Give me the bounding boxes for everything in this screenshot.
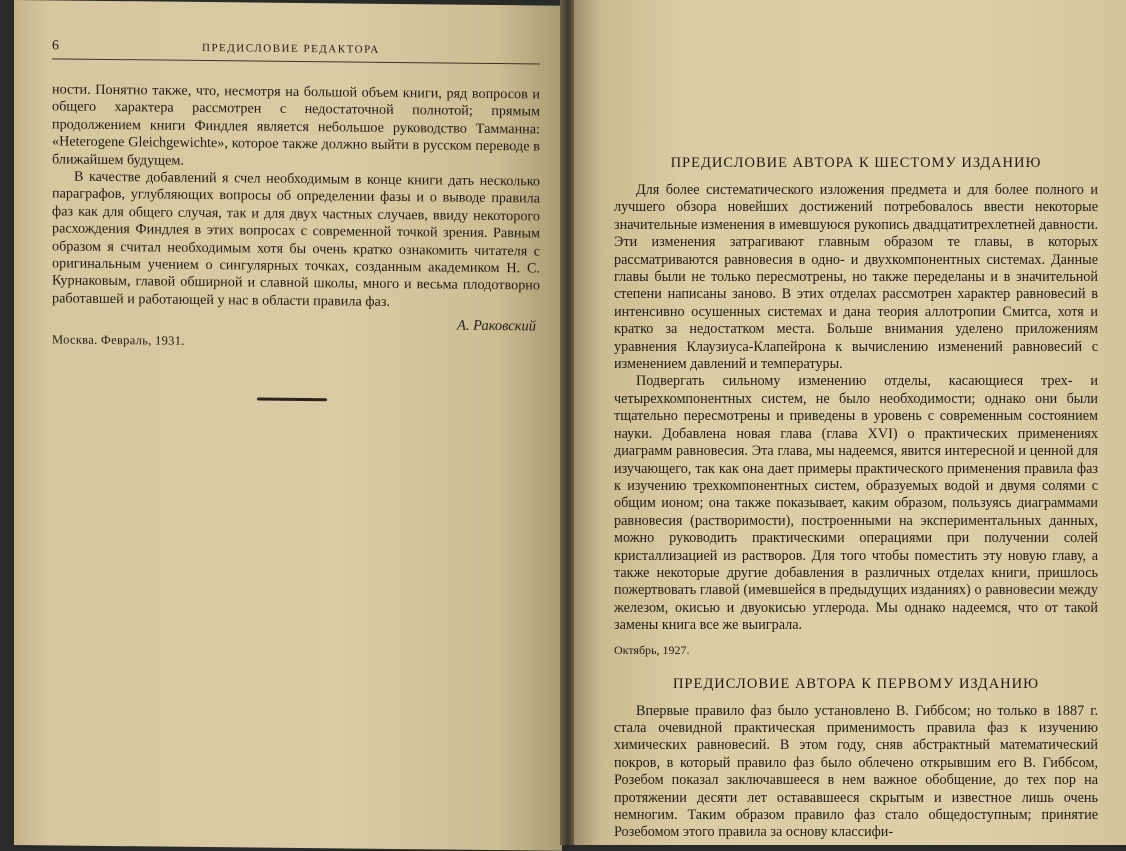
- ornamental-rule: [257, 398, 327, 402]
- left-paragraph-2: В качестве добавлений я счел необходимым в конце книги дать несколько параграфов, углубляющих вопросы об определении фазы и о выводе правила фаз как для общего случая, так и для двух частных случаев, ввиду некоторого расхождения Финдлея в этих вопросах с современной точкой зрения. Равным образом я считал необходимым хотя бы очень кратко ознакомить читателя с оригинальным учением о сингулярных точках, созданным академиком Н. С. Курнаковым, главой обширной и славной школы, много и весьма плодотворно работавшей и работающей у нас в области правила фаз.: [52, 168, 540, 310]
- running-head-title: ПРЕДИСЛОВИЕ РЕДАКТОРА: [202, 41, 380, 56]
- place-date: Москва. Февраль, 1931.: [52, 332, 185, 349]
- right-page: [574, 0, 1126, 845]
- first-edition-heading: ПРЕДИСЛОВИЕ АВТОРА К ПЕРВОМУ ИЗДАНИЮ: [672, 675, 1040, 692]
- left-page: [14, 0, 562, 851]
- sixth-edition-paragraph-2: Подвергать сильному изменению отделы, касающиеся трех- и четырехкомпонентных систем, не было необходимости; однако они были тщательно пересмотрены и приведены в уровень с современным состоянием науки. Добавлена новая глава (глава XVI) о практических применениях диаграмм равновесия. Эта глава, мы надеемся, явится интересной и ценной для изучающего, так как она дает примеры практического применения правила фаз к изучению трехкомпонентных систем, образуемых водой и двумя солями с общим ионом; она также показывает, каким образом, пользуясь диаграммами равновесия (растворимости), построенными на экспериментальных данных, можно руководить практическими операциями при получении солей кристаллизацией из растворов. Для того чтобы поместить эту новую главу, а также некоторые другие добавления в различных отделах книги, пришлось пожертвовать главой (имевшейся в предыдущих изданиях) о равновесии между железом, окисью и двуокисью углерода. Мы однако надеемся, что от такой замены книга все же выиграла.: [614, 373, 1098, 634]
- sixth-edition-paragraph-1: Для более систематического изложения предмета и для более полного и лучшего обзора новейших достижений потребовалось ввести некоторые значительные изменения в имевшуюся рукопись двадцатитрехлетней давности. Эти изменения затрагивают главным образом те главы, в которых рассматриваются равновесия в одно- и двухкомпонентных системах. Данные главы были не только пересмотрены, но также переделаны и в значительной степени написаны заново. В этих отделах рассмотрен характер равновесий в интенсивно осушенных системах и дана теория аллотропии Смитса, хотя и кратко за недостатком места. Больше внимания уделено приложениям уравнения Клаузиуса-Клапейрона к вычислению изменений равновесий с изменением давлений и температуры.: [614, 182, 1098, 373]
- first-edition-paragraph-1: Впервые правило фаз было установлено В. Гиббсом; но только в 1887 г. стала очевидной практическая применимость правила фаз к изучению химических равновесий. В этом году, сняв абстрактный математический покров, в который правило фаз было облечено открывшим его В. Гиббсом, Розебом показал заключавшееся в нем важное обобщение, до тех пор на протяжении десяти лет остававшееся скрытым и известное лишь очень немногим. Таким образом правило фаз стало общедоступным; принятие Розебомом этого правила за основу классифи-: [614, 702, 1098, 841]
- editor-signature: А. Раковский: [457, 317, 536, 335]
- running-head: [52, 38, 540, 64]
- sixth-edition-date: Октябрь, 1927.: [614, 642, 690, 657]
- sixth-edition-heading: ПРЕДИСЛОВИЕ АВТОРА К ШЕСТОМУ ИЗДАНИЮ: [670, 155, 1042, 171]
- left-paragraph-1: ности. Понятно также, что, несмотря на большой объем книги, ряд вопросов и общего характера рассмотрен с недостаточной полнотой; прямым продолжением книги Финдлея является небольшое руководство Тамманна: «Heterogene Gleichgewichte», которое также должно выйти в русском переводе в ближайшем будущем.: [52, 81, 540, 169]
- page-number: 6: [52, 38, 59, 54]
